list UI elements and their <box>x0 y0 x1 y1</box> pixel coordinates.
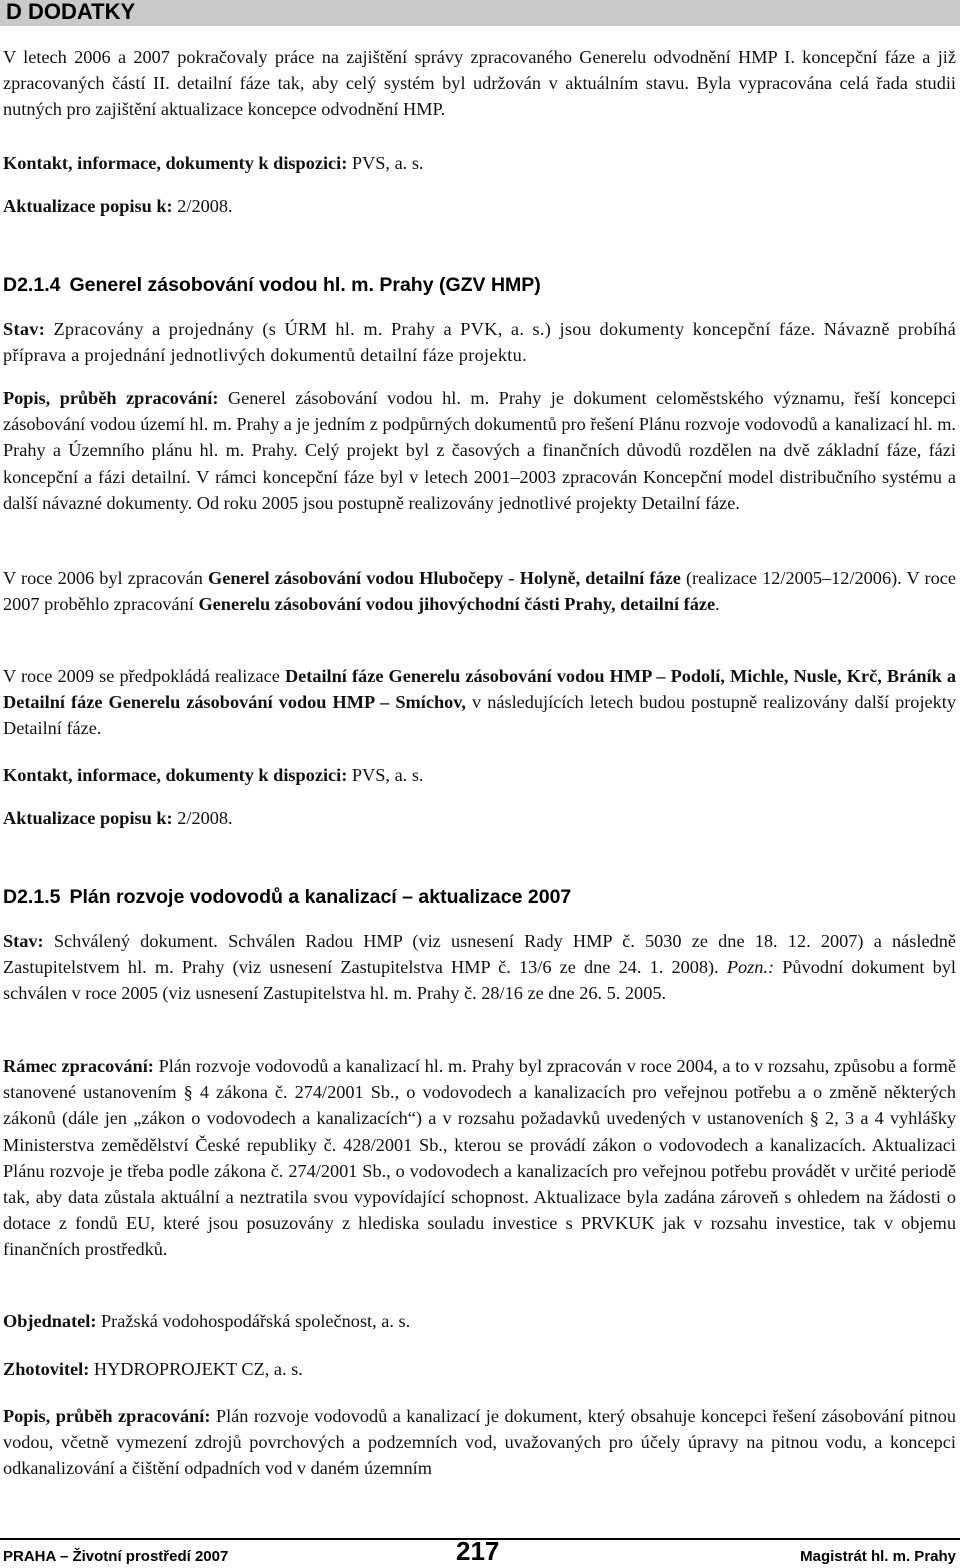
footer-publisher: Magistrát hl. m. Prahy <box>800 1548 956 1565</box>
popis-label: Popis, průběh zpracování: <box>3 388 219 408</box>
section-number: D2.1.5 <box>3 886 61 908</box>
contact-label: Kontakt, informace, dokumenty k dispozici: <box>3 765 348 785</box>
p3-bold-b: Detailní fáze Generelu zásobování vodou HMP – Podolí, Michle, Nusle, Krč, Bráník a Detailní fáze Generelu zásobování vodou HMP – Smíchov, <box>3 666 956 713</box>
ramec-text: Plán rozvoje vodovodů a kanalizací hl. m. Prahy byl zpracován v roce 2004, a to v rozsahu, způsobu a formě stanovené ustanovením § 4 zákona č. 274/2001 Sb., o vodovodech a kanalizacích pro veřejnou potřebu a o změně některých zákonů (dále jen „zákon o vodovodech a kanalizacích“) a v rozsahu požadavků uvedených v ustanoveních § 2, 3 a 4 vyhlášky Ministerstva zemědělství České republiky č. 428/2001 Sb., kterou se provádí zákon o vodovodech a kanalizacích. Aktualizaci Plánu rozvoje je třeba podle zákona č. 274/2001 Sb., o vodovodech a kanalizacích pro veřejnou potřebu provádět v určité periodě tak, aby data zůstala aktuální a neztratila svou vypovídající schopnost. Aktualizace byla zadána zároveň s ohledem na žádosti o dotace z fondů EU, které jsou posuzovány z hlediska souladu investice s PRVKUK jak v rozsahu investice, tak v objemu finančních prostředků. <box>3 1056 956 1260</box>
page-number: 217 <box>456 1536 500 1566</box>
section-heading-text: Plán rozvoje vodovodů a kanalizací – aktualizace 2007 <box>69 886 572 908</box>
objednatel-value: Pražská vodohospodářská společnost, a. s. <box>101 1311 411 1331</box>
contact-value: PVS, a. s. <box>351 153 424 173</box>
intro-paragraph <box>3 44 956 123</box>
d215-ramec-paragraph <box>3 1053 956 1263</box>
contact-label: Kontakt, informace, dokumenty k dispozici: <box>3 153 348 173</box>
section-header-bar <box>0 0 960 26</box>
p3-text-a: V roce 2009 se předpokládá realizace <box>3 666 280 686</box>
p2-text-c: (realizace 12/2005–12/2006). V roce 2007 proběhlo zpracování <box>3 568 957 615</box>
pozn-text: Původní dokument byl schválen v roce 2005 (viz usnesení Zastupitelstva hl. m. Prahy č. 28/16 ze dne 26. 5. 2005. <box>3 957 957 1004</box>
section-heading-d214 <box>3 273 956 297</box>
section-heading-text: Generel zásobování vodou hl. m. Prahy (GZV HMP) <box>69 274 541 296</box>
p2-bold-d: Generelu zásobování vodou jihovýchodní části Prahy, detailní fáze <box>198 594 716 615</box>
update-value: 2/2008. <box>177 196 233 216</box>
ramec-label: Rámec zpracování: <box>3 1056 154 1076</box>
popis-text: Plán rozvoje vodovodů a kanalizací je dokument, který obsahuje koncepci řešení zásobování pitnou vodou, včetně vymezení zdrojů povrchových a podzemních vod, uvažovaných pro účely úpravy na pitnou vodu, a koncepci odkanalizování a čištění odpadních vod v daném územním <box>3 1406 956 1479</box>
d215-popis-paragraph <box>3 1403 956 1482</box>
zhotovitel-value: HYDROPROJEKT CZ, a. s. <box>93 1359 303 1379</box>
stav-text: Schválený dokument. Schválen Radou HMP (viz usnesení Rady HMP č. 5030 ze dne 18. 12. 2007) a následně Zastupitelstvem hl. m. Prahy (viz usnesení Zastupitelstva HMP č. 13/6 ze dne 24. 1. 2008). <box>3 931 956 978</box>
contact-value: PVS, a. s. <box>351 765 424 785</box>
p2-text-a: V roce 2006 byl zpracován <box>3 568 203 588</box>
update-label: Aktualizace popisu k: <box>3 808 173 828</box>
section-number: D2.1.4 <box>3 274 61 296</box>
update-value: 2/2008. <box>177 808 233 828</box>
intro-text: V letech 2006 a 2007 pokračovaly práce na zajištění správy zpracovaného Generelu odvodnění HMP I. koncepční fáze a již zpracovaných částí II. detailní fáze tak, aby celý systém byl udržován v aktuálním stavu. Byla vypracována celá řada studii nutných pro zajištění aktualizace koncepce odvodnění HMP. <box>3 47 956 120</box>
p2-text-e: . <box>715 594 720 615</box>
d214-popis-paragraph <box>3 385 956 516</box>
d215-stav-paragraph <box>3 928 956 1007</box>
update-label: Aktualizace popisu k: <box>3 196 173 216</box>
d214-paragraph-3 <box>3 663 956 742</box>
pozn-label: Pozn.: <box>726 957 775 978</box>
stav-text: Zpracovány a projednány (s ÚRM hl. m. Prahy a PVK, a. s.) jsou dokumenty koncepční fáze. Návazně probíhá příprava a projednání jednotlivých dokumentů detailní fáze projektu. <box>3 319 957 366</box>
d214-stav-paragraph <box>3 316 956 368</box>
footer-publication: PRAHA – Životní prostředí 2007 <box>3 1548 229 1565</box>
popis-text: Generel zásobování vodou hl. m. Prahy je dokument celoměstského významu, řeší koncepci zásobování vodou území hl. m. Prahy a je jedním z podpůrných dokumentů pro řešení Plánu rozvoje vodovodů a kanalizací hl. m. Prahy a Územního plánu hl. m. Prahy. Celý projekt byl z časových a finančních důvodů rozdělen na dvě základní fáze, fázi koncepční a fázi detailní. V rámci koncepční fáze byl v letech 2001–2003 zpracován Koncepční model distribučního systému a další návazné dokumenty. Od roku 2005 jsou postupně realizovány jednotlivé projekty Detailní fáze. <box>3 388 956 513</box>
d215-objednatel <box>3 1308 956 1334</box>
intro-contact <box>3 150 956 176</box>
d215-zhotovitel <box>3 1356 956 1382</box>
page-footer <box>0 1536 960 1568</box>
d214-contact <box>3 762 956 788</box>
zhotovitel-label: Zhotovitel: <box>3 1359 90 1379</box>
stav-label: Stav: <box>3 931 44 951</box>
stav-label: Stav: <box>3 319 46 339</box>
p2-bold-b: Generel zásobování vodou Hlubočepy - Holyně, detailní fáze <box>208 568 681 588</box>
d214-paragraph-2 <box>3 565 956 617</box>
objednatel-label: Objednatel: <box>3 1311 97 1331</box>
intro-update <box>3 193 956 219</box>
p3-text-c: v následujících letech budou postupně realizovány další projekty Detailní fáze. <box>3 692 956 739</box>
popis-label: Popis, průběh zpracování: <box>3 1406 211 1426</box>
section-title: D DODATKY <box>6 0 136 24</box>
section-heading-d215 <box>3 885 956 909</box>
d214-update <box>3 805 956 831</box>
